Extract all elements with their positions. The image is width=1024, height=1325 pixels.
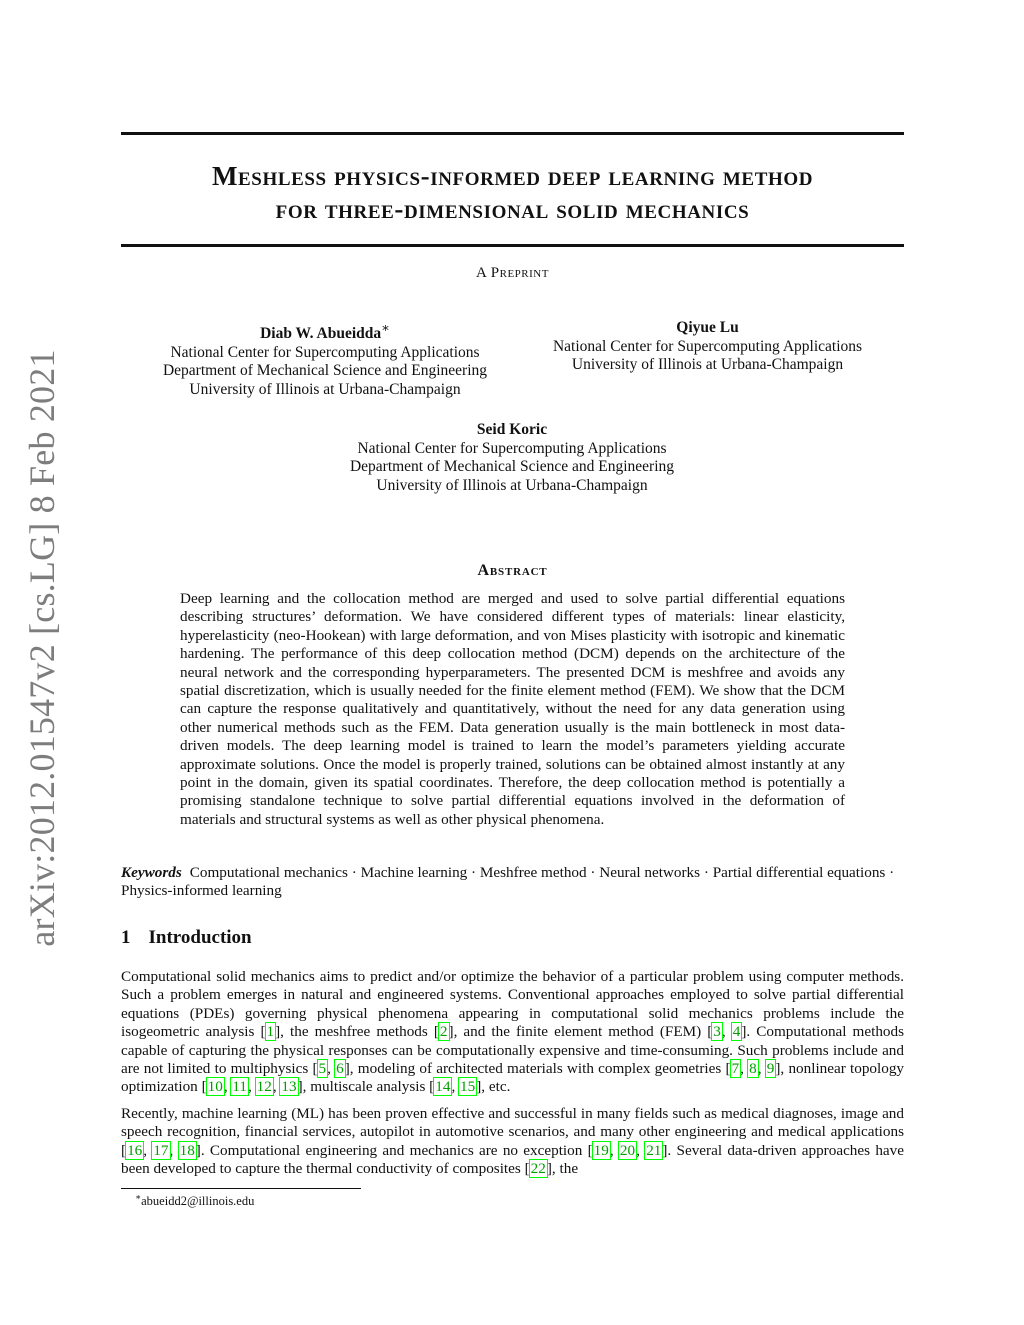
text-run: ], the meshfree methods [ [275,1023,439,1041]
author-affiliation: National Center for Supercomputing Applications [552,337,863,355]
author-name: Diab W. Abueidda [260,325,382,343]
author-affiliation: University of Illinois at Urbana-Champaign [189,380,461,398]
intro-paragraph-1 [121,968,904,1097]
text-run: , [740,1060,749,1078]
text-run: ], and the finite element method (FEM) [ [448,1023,713,1041]
text-run: , [721,1023,732,1041]
author-block-3 [300,421,724,495]
citation-link[interactable]: 8 [749,1060,757,1078]
citation-link[interactable]: 10 [207,1078,223,1096]
citation-link[interactable]: 3 [713,1023,721,1041]
citation-link[interactable]: 18 [179,1141,195,1159]
section-number: 1 [121,927,131,948]
text-run: Computational solid mechanics aims to predict and/or optimize the behavior of a particular problem using computer methods. Such a problem emerges in natural and engineered systems. Conventional approaches employed to solve partial differential equations (PDEs) governing physical phenomena appearing in computational solid mechanics problems include the isogeometric analysis [ [121,968,904,1041]
citation-link[interactable]: 2 [439,1023,448,1041]
citation-link[interactable]: 11 [232,1078,248,1096]
text-run: , [757,1060,766,1078]
text-run: , [327,1060,336,1078]
author-name: Qiyue Lu [676,319,739,336]
text-run: , [223,1078,232,1096]
citation-link[interactable]: 20 [619,1141,636,1159]
text-run: , [609,1141,619,1159]
citation-link[interactable]: 15 [460,1078,476,1096]
citation-link[interactable]: 5 [318,1060,327,1078]
arxiv-side-stamp: arXiv:2012.01547v2 [cs.LG] 8 Feb 2021 [22,349,62,947]
citation-link[interactable]: 21 [646,1141,662,1159]
footnote-mark: ∗ [135,1192,142,1202]
citation-link[interactable]: 17 [153,1141,169,1159]
text-run: , [636,1141,646,1159]
keywords-label: Keywords [121,864,182,881]
author-affiliation: University of Illinois at Urbana-Champaign [571,356,844,373]
text-run: , [143,1141,153,1159]
citation-link[interactable]: 1 [266,1023,275,1041]
text-run: ]. Computational engineering and mechanics are no exception [ [195,1141,593,1159]
citation-link[interactable]: 19 [593,1141,609,1159]
citation-link[interactable]: 16 [127,1141,143,1159]
text-run: , [169,1141,179,1159]
title-line-2: for three-dimensional solid mechanics [275,194,750,224]
citation-link[interactable]: 22 [530,1160,546,1178]
author-name: Seid Koric [476,421,548,438]
text-run: ], etc. [476,1078,511,1096]
text-run: ], multiscale analysis [ [297,1078,435,1096]
author-affiliation: University of Illinois at Urbana-Champaign [376,476,648,494]
title-top-rule [121,132,904,135]
footnote-email[interactable]: abueidd2@illinois.edu [141,1194,255,1209]
footnote [135,1192,254,1209]
text-run: , [451,1078,460,1096]
text-run: ], nonlinear topology optimization [ [121,1060,905,1096]
title-bottom-rule [121,244,904,247]
author-affiliation: National Center for Supercomputing Applications [357,439,667,457]
text-run: Recently, machine learning (ML) has been proven effective and successful in many fields such as medical diagnoses, image and speech recognition, financial services, autopilot in automotive scenarios, and many other engineering and medical applications [ [121,1105,904,1159]
text-run: ]. Several data-driven approaches have been developed to capture the thermal conductivity of composites [ [121,1141,905,1178]
abstract-text: Deep learning and the collocation method are merged and used to solve partial differential equations describing structures’ deformation. We have considered different types of materials: linear elasticity, hyperelasticity (neo-Hookean) with large deformation, and von Mises plasticity with isotropic and kinematic hardening. The performance of this deep collocation method (DCM) depends on the architecture of the neural network and the corresponding hyperparameters. The presented DCM is meshfree and avoids any spatial discretization, which is usually needed for the finite element method (FEM). We show that the DCM can capture the response qualitatively and quantitatively, without the need for any data generation using other numerical methods such as the FEM. Data generation usually is the main bottleneck in most data-driven models. The deep learning model is trained to learn the model’s parameters yielding accurate approximate solutions. Once the model is properly trained, solutions can be obtained almost instantly at any point in the domain, given its spatial coordinates. Therefore, the deep collocation method is potentially a promising standalone technique to solve partial differential equations involved in the deformation of materials and structural systems as well as other physical phenomena. [180,590,845,828]
title-line-1: Meshless physics-informed deep learning method [211,161,814,191]
author-block-2 [530,319,885,375]
keywords [121,864,904,901]
abstract-heading: Abstract [477,562,548,579]
author-block-1 [120,319,530,399]
author-affiliation: National Center for Supercomputing Applications [170,343,480,361]
intro-paragraph-2 [121,1105,904,1179]
author-affiliation: Department of Mechanical Science and Engineering [349,458,675,475]
citation-link[interactable]: 6 [336,1060,344,1078]
author-affiliation: Department of Mechanical Science and Engineering [162,362,488,380]
citation-link[interactable]: 14 [435,1078,451,1096]
keywords-text: Computational mechanics · Machine learning · Meshfree method · Neural networks · Partial differential equations · Physics-informed learning [121,864,895,900]
text-run: ]. Computational methods capable of capturing the physical responses can be computationally expensive and time-consuming. Such problems include and are not limited to multiphysics [ [121,1023,905,1078]
citation-link[interactable]: 9 [766,1060,775,1078]
section-heading-introduction [121,927,252,949]
citation-link[interactable]: 4 [732,1023,741,1041]
paper-title [121,160,904,226]
citation-link[interactable]: 12 [256,1078,272,1096]
text-run: ], modeling of architected materials with complex geometries [ [344,1060,731,1078]
preprint-label: A Preprint [476,265,549,281]
text-run: ], the [546,1160,579,1178]
citation-link[interactable]: 7 [731,1060,740,1078]
footnote-mark[interactable]: ∗ [381,320,390,335]
citation-link[interactable]: 13 [281,1078,297,1096]
text-run: , [272,1078,281,1096]
footnote-rule [121,1188,361,1189]
text-run: , [248,1078,256,1096]
section-title: Introduction [148,927,252,948]
